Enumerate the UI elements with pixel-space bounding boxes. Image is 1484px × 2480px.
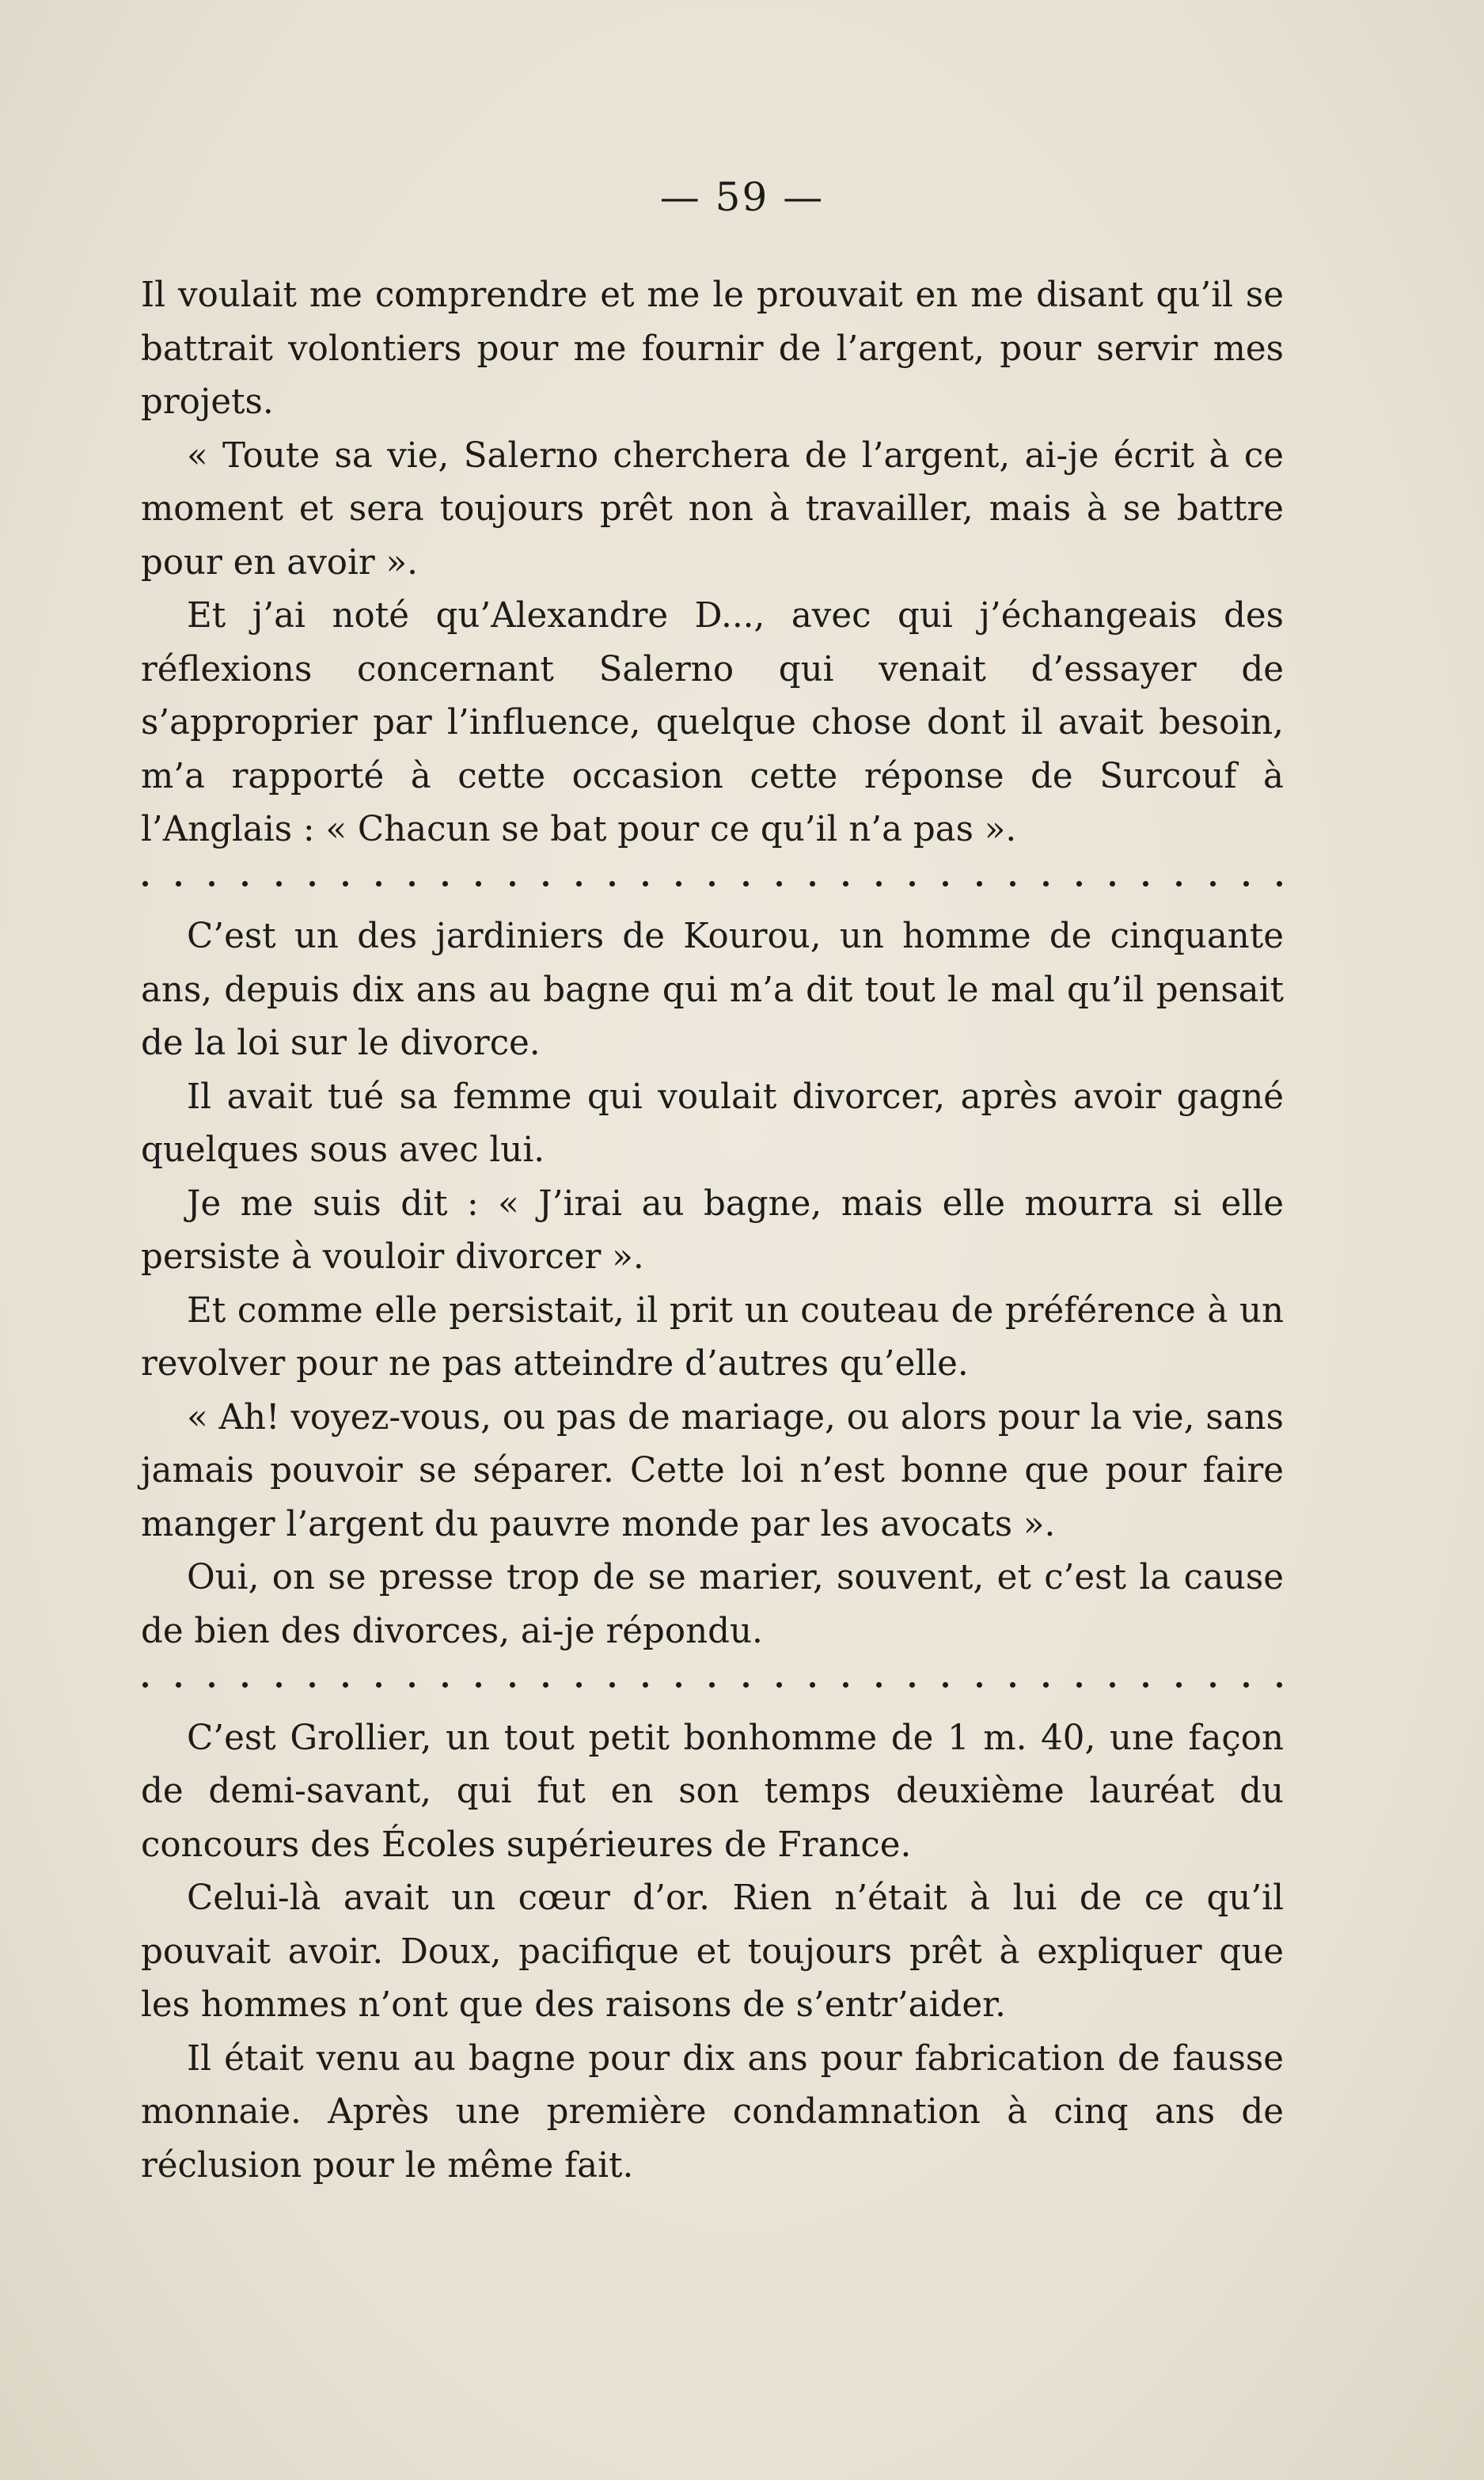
section-separator-dots-2 (141, 1658, 1284, 1712)
paragraph-1: Il voulait me comprendre et me le prouvait en me disant qu’il se battrait volontiers pour me fournir de l’argent, pour servir mes projets. (141, 275, 1284, 422)
paragraph-2: « Toute sa vie, Salerno cherchera de l’argent, ai-je écrit à ce moment et sera toujours prêt non à travailler, mais à se battre pour en avoir ». (141, 435, 1284, 583)
paragraph-3: Et j’ai noté qu’Alexandre D..., avec qui j’échangeais des réflexions concernant Salerno qui venait d’essayer de s’approprier par l’influence, quelque chose dont il avait besoin, m’a rapporté à cette occasion cette réponse de Surcouf à l’Anglais : « Chacun se bat pour ce qu’il n’a pas ». (141, 596, 1284, 849)
page-number: — 59 — (659, 174, 825, 220)
paragraph-8: « Ah! voyez-vous, ou pas de mariage, ou alors pour la vie, sans jamais pouvoir se séparer. Cette loi n’est bonne que pour faire manger l’argent du pauvre monde par les avocats ». (141, 1397, 1284, 1544)
paragraph-4: C’est un des jardiniers de Kourou, un homme de cinquante ans, depuis dix ans au bagne qui m’a dit tout le mal qu’il pensait de la loi sur le divorce. (141, 917, 1284, 1063)
paragraph-10: C’est Grollier, un tout petit bonhomme de 1 m. 40, une façon de demi-savant, qui fut en son temps deuxième lauréat du concours des Écoles supérieures de France. (141, 1718, 1284, 1865)
body-text (141, 269, 1284, 2193)
paragraph-5: Il avait tué sa femme qui voulait divorcer, après avoir gagné quelques sous avec lui. (141, 1077, 1284, 1170)
section-separator-dots (141, 857, 1284, 911)
paragraph-12: Il était venu au bagne pour dix ans pour fabrication de fausse monnaie. Après une première condamnation à cinq ans de réclusion pour le même fait. (141, 2038, 1284, 2186)
paragraph-9: Oui, on se presse trop de se marier, souvent, et c’est la cause de bien des divorces, ai-je répondu. (141, 1558, 1284, 1651)
paragraph-7: Et comme elle persistait, il prit un couteau de préférence à un revolver pour ne pas atteindre d’autres qu’elle. (141, 1290, 1284, 1384)
paragraph-6: Je me suis dit : « J’irai au bagne, mais elle mourra si elle persiste à vouloir divorcer ». (141, 1183, 1284, 1277)
paragraph-11: Celui-là avait un cœur d’or. Rien n’était à lui de ce qu’il pouvait avoir. Doux, pacifique et toujours prêt à expliquer que les hommes n’ont que des raisons de s’entr’aider. (141, 1878, 1284, 2025)
